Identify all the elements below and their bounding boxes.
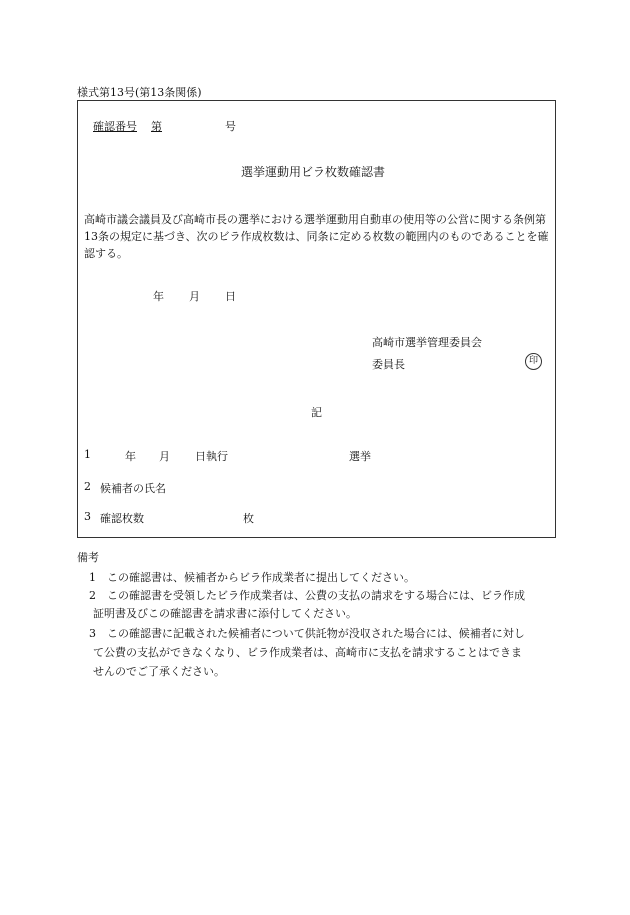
issuer-position: 委員長 bbox=[372, 358, 405, 371]
ki-heading: 記 bbox=[311, 406, 322, 419]
item-1-election: 選挙 bbox=[349, 450, 371, 463]
form-label: 様式第13号(第13条関係) bbox=[77, 86, 202, 99]
confirmation-number-suffix: 号 bbox=[225, 120, 236, 133]
body-text: 高崎市議会議員及び高崎市長の選挙における選挙運動用自動車の使用等の公営に関する条例第13条の規定に基づき、次のビラ作成枚数は、同条に定める枚数の範囲内のものであることを確認する。 bbox=[84, 213, 549, 260]
confirmation-number-label: 確認番号 bbox=[93, 120, 137, 133]
document-title: 選挙運動用ビラ枚数確認書 bbox=[241, 165, 386, 179]
note-3c: せんのでご了承ください。 bbox=[93, 665, 225, 678]
date-year: 年 bbox=[153, 290, 164, 303]
item-1-year: 年 bbox=[125, 450, 136, 463]
date-month: 月 bbox=[189, 290, 200, 303]
confirmation-number-prefix bbox=[151, 118, 237, 134]
item-2-label: 候補者の氏名 bbox=[100, 482, 166, 495]
note-3b: て公費の支払ができなくなり、ビラ作成業者は、高崎市に支払を請求することはできま bbox=[93, 646, 522, 659]
notes-heading: 備考 bbox=[77, 551, 99, 564]
item-1-day-exec: 日執行 bbox=[195, 450, 228, 463]
item-1-num: 1 bbox=[84, 448, 91, 461]
note-3a: 3 この確認書に記載された候補者について供託物が没収された場合には、候補者に対し bbox=[89, 627, 525, 640]
item-3-unit: 枚 bbox=[243, 512, 254, 525]
item-3-num: 3 bbox=[84, 510, 91, 523]
note-1: 1 この確認書は、候補者からビラ作成業者に提出してください。 bbox=[89, 571, 415, 584]
item-2-num: 2 bbox=[84, 480, 91, 493]
item-3-label: 確認枚数 bbox=[100, 512, 144, 525]
issuer-org: 高崎市選挙管理委員会 bbox=[372, 336, 482, 349]
seal-icon: 印 bbox=[525, 353, 542, 370]
item-1-month: 月 bbox=[159, 450, 170, 463]
date-day: 日 bbox=[225, 290, 236, 303]
confirmation-number-prefix-text: 第 bbox=[151, 120, 162, 133]
note-2a: 2 この確認書を受領したビラ作成業者は、公費の支払の請求をする場合には、ビラ作成 bbox=[89, 589, 525, 602]
note-2b: 証明書及びこの確認書を請求書に添付してください。 bbox=[93, 607, 357, 620]
